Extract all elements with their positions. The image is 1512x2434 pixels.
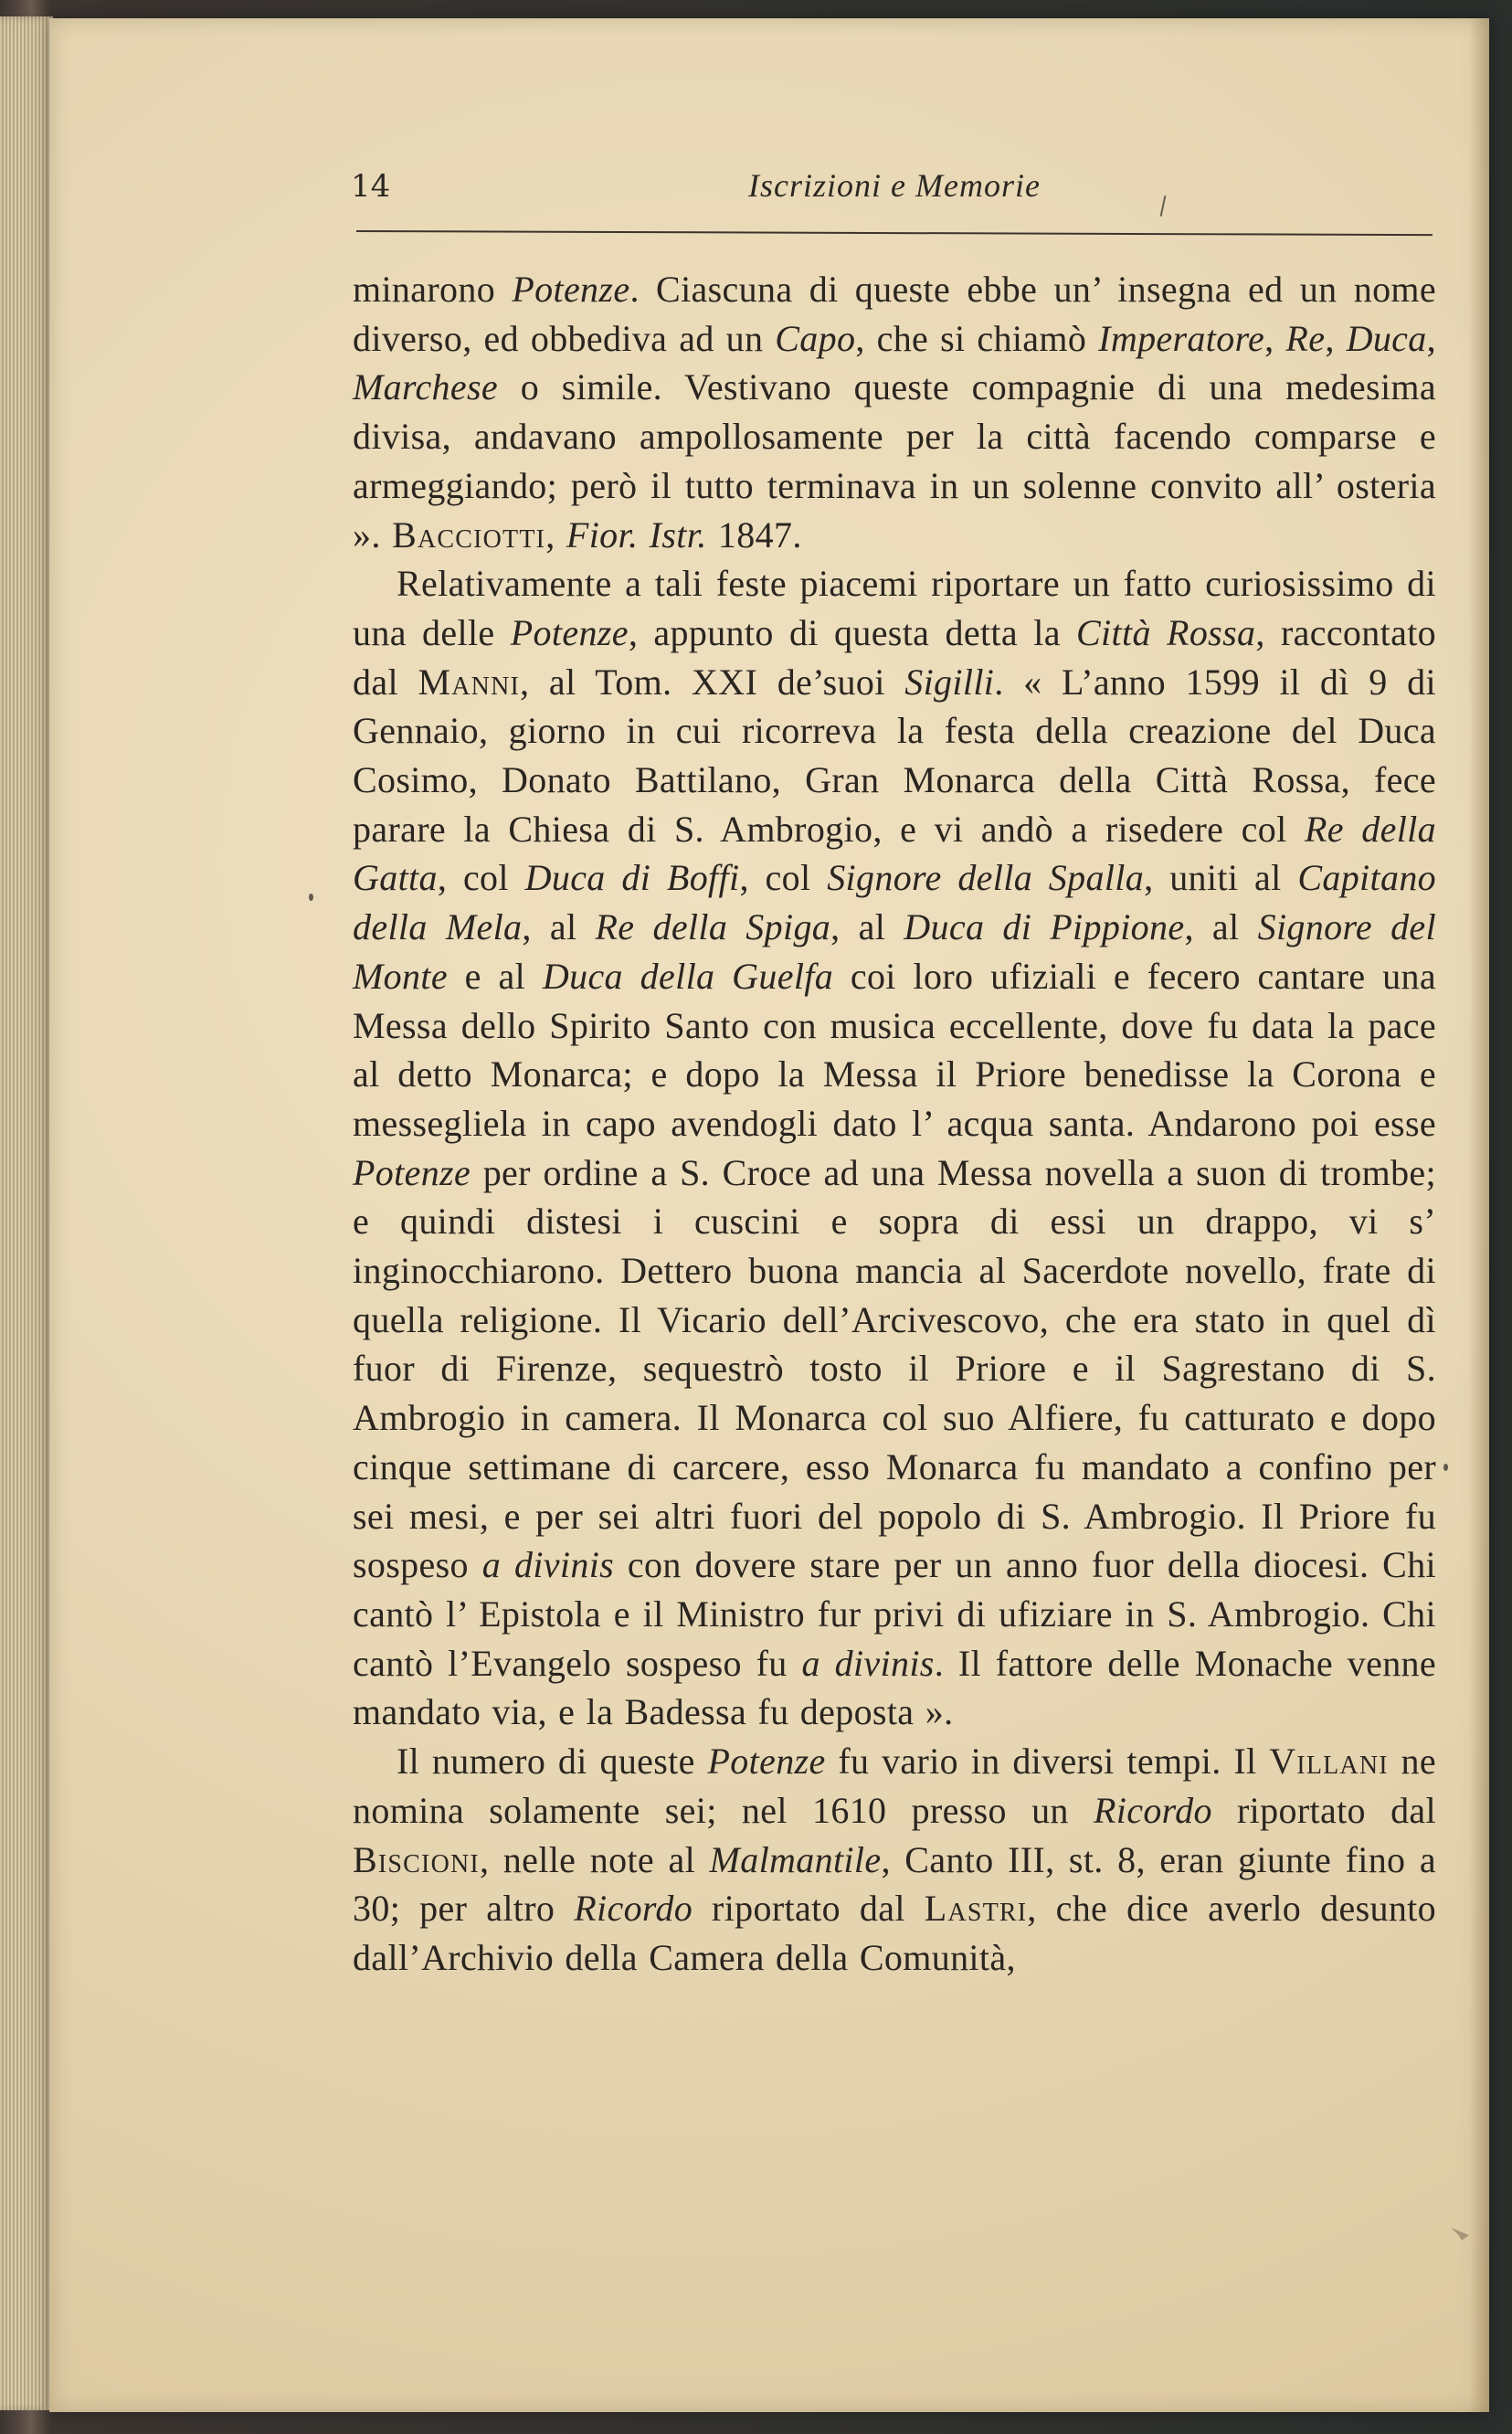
page-header <box>351 148 1429 228</box>
header-rule <box>356 230 1433 236</box>
book-page-edges <box>0 16 53 2410</box>
book-page <box>49 18 1489 2412</box>
paragraph-3: Il numero di queste Potenze fu vario in diversi tempi. Il Villani ne nomina solamente sei; nel 1610 presso un Ricordo riportato dal Biscioni, nelle note al Malmantile, Canto III, st. 8, eran giunte fino a 30; per altro Ricordo riportato dal Lastri, che dice averlo desunto dall’Archivio della Camera della Comunità, <box>353 1741 1436 1978</box>
page-number: 14 <box>351 168 391 205</box>
paper-speck <box>309 894 313 901</box>
running-title: Iscrizioni e Memorie <box>748 167 1041 204</box>
paragraph-1: minarono Potenze. Ciascuna di queste ebbe un’ insegna ed un nome diverso, ed obbediva ad un Capo, che si chiamò Imperatore, Re, Duca, Marchese o simile. Vestivano queste compagnie di una medesima divisa, andavano ampollosamente per la città facendo comparse e armeggiando; però il tutto terminava in un solenne convito all’ osteria ». Bacciotti, Fior. Istr. 1847. <box>353 269 1436 556</box>
paper-corner-speck <box>1451 2228 1469 2240</box>
paper-speck <box>1443 1464 1448 1471</box>
paragraph-2: Relativamente a tali feste piacemi riportare un fatto curiosissimo di una delle Potenze, appunto di questa detta la Città Rossa, raccontato dal Manni, al Tom. XXI de’suoi Sigilli. « L’anno 1599 il dì 9 di Gennaio, giorno in cui ricorreva la festa della creazione del Duca Cosimo, Donato Battilano, Gran Monarca della Città Rossa, fece parare la Chiesa di S. Ambrogio, e vi andò a risedere col Re della Gatta, col Duca di Boffi, col Signore della Spalla, uniti al Capitano della Mela, al Re della Spiga, al Duca di Pippione, al Signore del Monte e al Duca della Guelfa coi loro ufiziali e fecero cantare una Messa dello Spirito Santo con musica eccellente, dove fu data la pace al detto Monarca; e dopo la Messa il Priore benedisse la Corona e messegliela in capo avendogli dato l’ acqua santa. Andarono poi esse Potenze per ordine a S. Croce ad una Messa novella a suon di trombe; e quindi distesi i cuscini e sopra di essi un drappo, vi s’ inginocchiarono. Dettero buona mancia al Sacerdote novello, frate di quella religione. Il Vicario dell’Arcivescovo, che era stato in quel dì fuor di Firenze, sequestrò tosto il Priore e il Sagrestano di S. Ambrogio in camera. Il Monarca col suo Alfiere, fu catturato e dopo cinque settimane di carcere, esso Monarca fu mandato a confino per sei mesi, e per sei altri fuori del popolo di S. Ambrogio. Il Priore fu sospeso a divinis con dovere stare per un anno fuor della diocesi. Chi cantò l’ Epistola e il Ministro fur privi di ufiziare in S. Ambrogio. Chi cantò l’Evangelo sospeso fu a divinis. Il fattore delle Monache venne mandato via, e la Badessa fu deposta ». <box>353 563 1437 1733</box>
main-text <box>353 265 1436 1983</box>
